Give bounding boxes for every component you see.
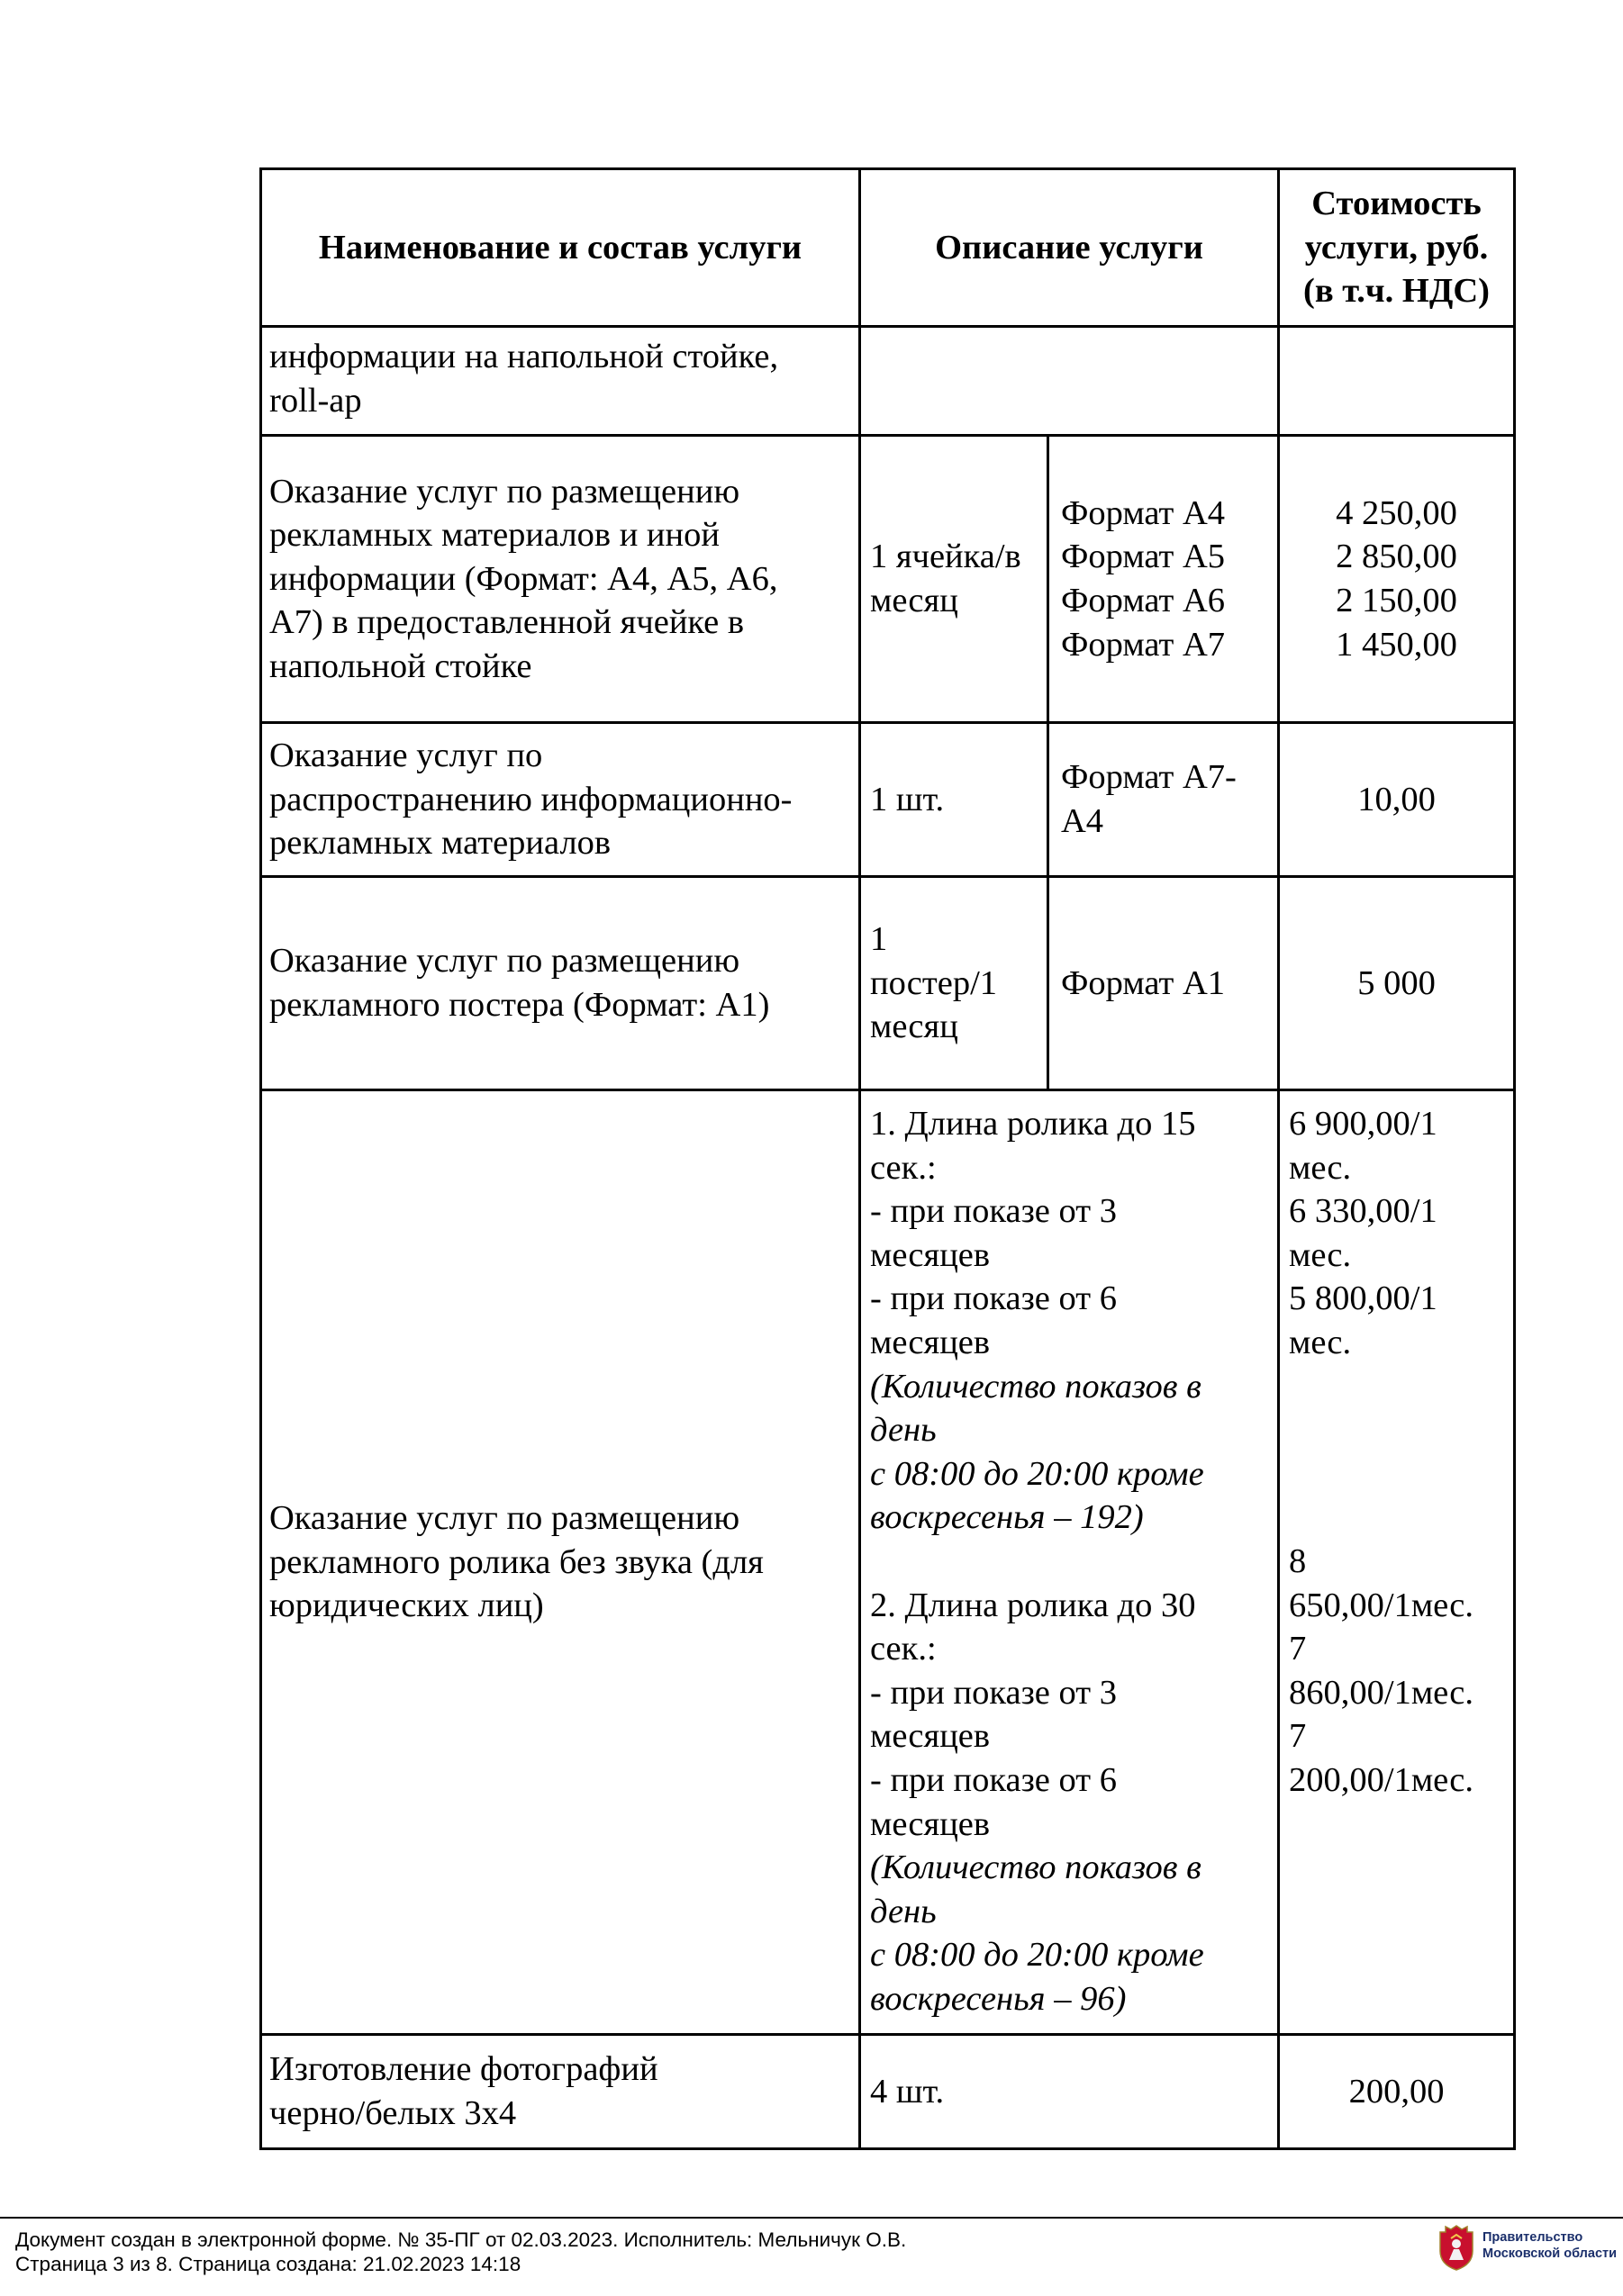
cell-text: 2 850,00 [1336,538,1457,576]
table-rule [259,167,262,2150]
cell-text: roll-ap [269,381,362,420]
cell-text: 2 150,00 [1336,582,1457,619]
cell-note: с 08:00 до 20:00 кроме [870,1936,1204,1975]
cell-text: Оказание услуг по размещению [269,942,740,981]
cell-text: мес. [1289,1323,1352,1361]
cell-text: 6 900,00/1 [1289,1105,1437,1143]
cell-text: черно/белых 3х4 [269,2094,517,2132]
document-footer [0,2217,1623,2296]
cell-text: месяцев [870,1323,991,1361]
cell-note: с 08:00 до 20:00 кроме [870,1454,1204,1493]
cell-text: Формат А7 [1061,625,1226,664]
row-poster-format [1061,878,1225,1089]
cell-text: сек.: [870,1148,937,1187]
row-video-price-30s [1289,1540,1473,1803]
header-text: (в т.ч. НДС) [1303,272,1490,311]
cell-text: напольной стойке [269,646,532,685]
cell-text: рекламных материалов и иной [269,516,720,555]
cell-text: мес. [1289,1235,1352,1274]
cell-text: месяцев [870,1235,991,1274]
spacer [870,1540,1204,1584]
row-continuation-name [269,335,778,422]
cell-text: 200,00/1мес. [1289,1760,1473,1799]
cell-text: 10,00 [1357,780,1436,818]
row-distribution-name [269,724,793,875]
cell-text: 1 450,00 [1336,625,1457,664]
cell-text: сек.: [870,1630,937,1668]
cell-text: юридических лиц) [269,1586,544,1625]
header-text: Описание услуги [935,228,1203,267]
row-video-name [269,1091,764,2033]
row-poster-price [1280,878,1513,1089]
cell-text: А4 [1061,802,1104,840]
cell-text: 6 330,00/1 [1289,1192,1437,1231]
cell-text: Оказание услуг по размещению [269,472,740,511]
cell-note: (Количество показов в [870,1849,1201,1887]
cell-text: рекламного постера (Формат: А1) [269,986,770,1024]
table-rule [858,167,861,2150]
cell-text: 7 [1289,1630,1307,1668]
cell-text: мес. [1289,1148,1352,1187]
logo-caption-line: Московской области [1482,2246,1618,2261]
table-rule [259,325,1516,328]
cell-text: месяц [870,582,958,619]
row-distribution-price [1280,724,1513,875]
cell-text: 1 шт. [870,780,945,818]
cell-text: Формат А7- [1061,758,1237,797]
row-distribution-unit [870,724,944,875]
footer-line: Страница 3 из 8. Страница создана: 21.02.2023 14:18 [15,2253,521,2275]
row-video-price [1289,1102,1437,1365]
header-service-description [861,170,1277,325]
cell-note: воскресенья – 96) [870,1979,1127,2018]
header-text: услуги, руб. [1304,228,1489,267]
cell-text: 5 800,00/1 [1289,1279,1437,1318]
cell-text: 2. Длина ролика до 30 [870,1586,1196,1624]
logo-caption-line: Правительство [1482,2230,1583,2245]
header-service-price [1280,170,1513,325]
row-poster-name [269,878,769,1089]
table-rule [1513,167,1516,2150]
cell-text: 650,00/1мес. [1289,1586,1473,1624]
cell-text: - при показе от 3 [870,1673,1117,1712]
cell-text: месяцев [870,1804,991,1843]
footer-divider [0,2217,1623,2219]
cell-text: 1. Длина ролика до 15 [870,1105,1196,1143]
table-rule [1047,434,1049,1091]
cell-text: постер/1 [870,963,998,1002]
cell-text: 8 [1289,1542,1307,1580]
cell-text: 7 [1289,1717,1307,1756]
cell-text: - при показе от 6 [870,1279,1117,1318]
cell-text: месяцев [870,1717,991,1756]
cell-text: Оказание услуг по размещению [269,1499,740,1538]
row-stand-placement-unit [870,437,1021,721]
table-rule [259,2147,1516,2150]
cell-text: Изготовление фотографий [269,2050,658,2089]
cell-text: 5 000 [1357,963,1436,1002]
header-text: Стоимость [1311,185,1482,223]
cell-text: 1 ячейка/в [870,538,1021,576]
cell-text: 200,00 [1348,2072,1445,2111]
logo-caption [1482,2229,1617,2262]
cell-note: день [870,1892,937,1930]
row-photo-name [269,2036,658,2147]
cell-note: день [870,1411,937,1450]
cell-text: Формат А1 [1061,963,1226,1002]
cell-text: - при показе от 6 [870,1760,1117,1799]
cell-note: воскресенья – 192) [870,1498,1144,1537]
row-video-description [870,1102,1204,2020]
cell-text: 4 250,00 [1336,493,1457,532]
cell-text: - при показе от 3 [870,1192,1117,1231]
cell-text: Формат А6 [1061,582,1226,619]
cell-text: распространению информационно- [269,780,793,818]
row-stand-placement-format [1061,437,1225,721]
cell-text: информации на напольной стойке, [269,338,779,375]
header-service-name [262,170,858,325]
cell-text: 1 [870,920,888,959]
moscow-oblast-coat-of-arms-icon [1437,2224,1476,2271]
footer-line: Документ создан в электронной форме. № 35-ПГ от 02.03.2023. Исполнитель: Мельничук О.В. [15,2228,907,2251]
cell-text: 4 шт. [870,2072,945,2111]
cell-text: месяц [870,1008,958,1046]
footer-info [15,2228,906,2276]
row-photo-unit [870,2036,944,2147]
cell-text: рекламного ролика без звука (для [269,1542,764,1581]
cell-note: (Количество показов в [870,1367,1201,1406]
services-price-table [259,167,1516,2150]
header-text: Наименование и состав услуги [318,228,802,267]
cell-text: информации (Формат: А4, А5, А6, [269,559,778,598]
row-distribution-format [1061,724,1237,875]
row-stand-placement-name [269,437,777,721]
cell-text: Оказание услуг по [269,737,543,775]
row-photo-price [1280,2036,1513,2147]
row-stand-placement-price [1280,437,1513,721]
cell-text: 860,00/1мес. [1289,1673,1473,1712]
cell-text: рекламных материалов [269,824,612,863]
row-poster-unit [870,878,997,1089]
cell-text: Формат А4 [1061,493,1226,532]
cell-text: А7) в предоставленной ячейке в [269,603,745,642]
cell-text: Формат А5 [1061,538,1226,576]
